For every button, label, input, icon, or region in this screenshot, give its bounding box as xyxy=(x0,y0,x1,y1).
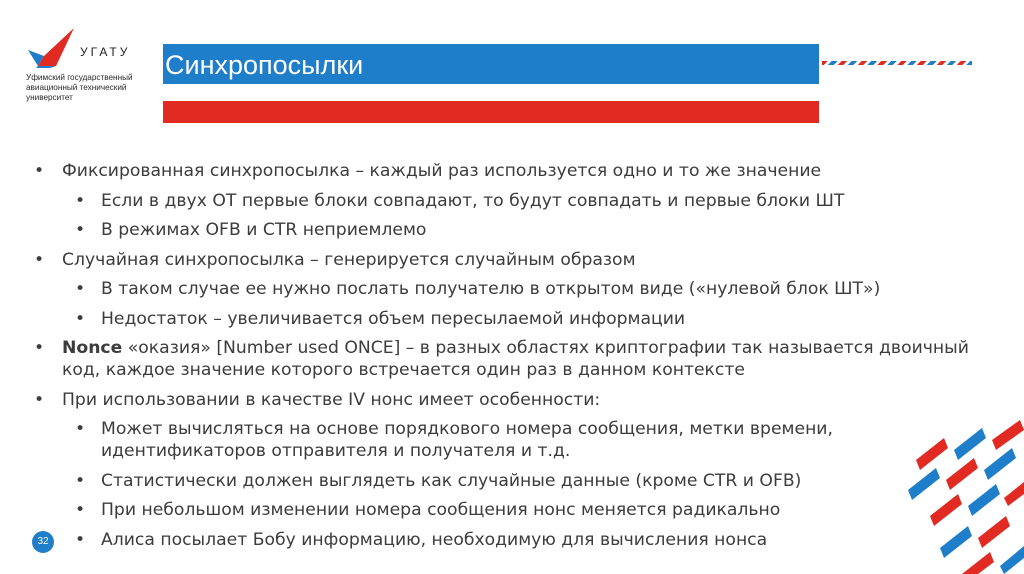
list-item-text: Фиксированная синхропосылка – каждый раз используется одно и то же значение xyxy=(62,161,822,181)
bullet-icon: • xyxy=(75,220,86,240)
list-item xyxy=(34,389,994,411)
logo-mark-icon xyxy=(26,28,78,68)
list-item-text: В таком случае ее нужно послать получателю в открытом виде («нулевой блок ШТ») xyxy=(101,279,881,299)
bullet-list xyxy=(34,160,994,558)
bullet-icon: • xyxy=(75,190,86,211)
list-item xyxy=(34,529,994,551)
list-item xyxy=(34,160,994,182)
list-item xyxy=(34,249,994,271)
list-item xyxy=(34,308,994,330)
list-item xyxy=(34,337,994,381)
list-item-text: «оказия» [Number used ONCE] – в разных областях криптографии так называется двоичный код, каждое значение которого встречается один раз в данном контексте xyxy=(62,338,969,380)
nonce-term: Nonce xyxy=(62,338,123,358)
list-item xyxy=(34,278,994,300)
bullet-icon: • xyxy=(75,279,86,299)
bullet-icon: • xyxy=(75,500,86,520)
list-item-text: Случайная синхропосылка – генерируется случайным образом xyxy=(62,249,636,270)
bullet-icon: • xyxy=(75,308,86,329)
airmail-stripe xyxy=(822,61,972,65)
page-number: 32 xyxy=(32,531,54,553)
flag-stripes-decoration xyxy=(900,420,1024,574)
list-item-text: Недостаток – увеличивается объем пересылаемой информации xyxy=(101,308,686,329)
bullet-icon: • xyxy=(75,529,86,550)
university-name: Уфимский государственный авиационный технический университет xyxy=(26,73,133,102)
bullet-icon: • xyxy=(75,419,86,439)
list-item xyxy=(34,470,994,492)
list-item xyxy=(34,418,994,462)
slide-title: Синхропосылки xyxy=(165,50,364,80)
list-item xyxy=(34,219,994,241)
list-item-text: В режимах OFB и CTR неприемлемо xyxy=(101,220,427,240)
logo-text: УГАТУ xyxy=(80,45,131,59)
list-item xyxy=(34,499,994,521)
bullet-icon: • xyxy=(34,249,45,270)
bullet-icon: • xyxy=(75,470,86,491)
list-item-text: Может вычисляться на основе порядкового номера сообщения, метки времени, идентификаторов отправителя и получателя и т.д. xyxy=(101,419,833,461)
bullet-icon: • xyxy=(34,389,45,410)
list-item-text: При использовании в качестве IV нонс имеет особенности: xyxy=(62,389,601,410)
list-item-text: Алиса посылает Бобу информацию, необходимую для вычисления нонса xyxy=(101,529,768,550)
list-item-text: При небольшом изменении номера сообщения нонс меняется радикально xyxy=(101,500,781,520)
bullet-icon: • xyxy=(34,338,45,358)
list-item-text: Если в двух ОТ первые блоки совпадают, то будут совпадать и первые блоки ШТ xyxy=(101,190,845,211)
red-bar xyxy=(163,101,819,123)
bullet-icon: • xyxy=(34,161,45,181)
list-item xyxy=(34,190,994,212)
list-item-text: Статистически должен выглядеть как случайные данные (кроме CTR и OFB) xyxy=(101,470,802,491)
